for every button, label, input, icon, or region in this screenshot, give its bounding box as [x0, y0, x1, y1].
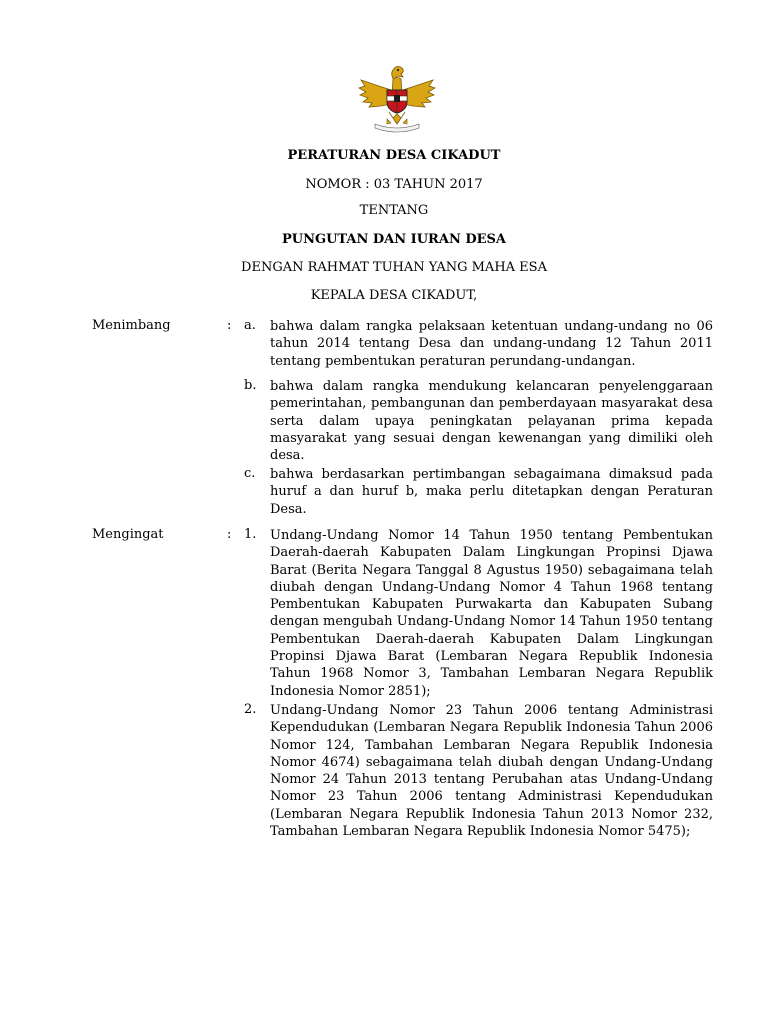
regulation-authority: KEPALA DESA CIKADUT, [310, 288, 478, 303]
regulation-preamble: DENGAN RAHMAT TUHAN YANG MAHA ESA [241, 260, 547, 275]
mengingat-mark-2: 2. [244, 702, 257, 717]
menimbang-mark-a: a. [244, 318, 256, 333]
menimbang-item-a: bahwa dalam rangka pelaksaan ketentuan undang-undang no 06 tahun 2014 tentang Desa dan undang-undang 12 Tahun 2011 tentang pembentukan peraturan perundang-undangan. [270, 319, 713, 369]
menimbang-item-c: bahwa berdasarkan pertimbangan sebagaimana dimaksud pada huruf a dan huruf b, maka perlu ditetapkan dengan Peraturan Desa. [270, 467, 713, 517]
mengingat-mark-1: 1. [244, 527, 257, 542]
mengingat-colon: : [227, 527, 232, 542]
menimbang-colon: : [227, 318, 232, 333]
mengingat-item-1: Undang-Undang Nomor 14 Tahun 1950 tentang Pembentukan Daerah-daerah Kabupaten Dalam Lingkungan Propinsi Djawa Barat (Berita Negara Tanggal 8 Agustus 1950) sebagaimana telah diubah dengan Undang-Undang Nomor 4 Tahun 1968 tentang Pembentukan Kabupaten Purwakarta dan Kabupaten Subang dengan mengubah Undang-Undang Nomor 14 Tahun 1950 tentang Pembentukan Daerah-daerah Kabupaten Dalam Lingkungan Propinsi Djawa Barat (Lembaran Negara Republik Indonesia Tahun 1968 Nomor 3, Tambahan Lembaran Negara Republik Indonesia Nomor 2851); [270, 528, 713, 699]
garuda-emblem-icon [357, 62, 437, 134]
mengingat-item-2: Undang-Undang Nomor 23 Tahun 2006 tentang Administrasi Kependudukan (Lembaran Negara Republik Indonesia Tahun 2006 Nomor 124, Tambahan Lembaran Negara Republik Indonesia Nomor 4674) sebagaimana telah diubah dengan Undang-Undang Nomor 24 Tahun 2013 tentang Perubahan atas Undang-Undang Nomor 23 Tahun 2006 tentang Administrasi Kependudukan (Lembaran Negara Republik Indonesia Tahun 2013 Nomor 232, Tambahan Lembaran Negara Republik Indonesia Nomor 5475); [270, 703, 713, 840]
mengingat-label: Mengingat [92, 527, 164, 542]
regulation-number: NOMOR : 03 TAHUN 2017 [305, 177, 483, 192]
regulation-about: TENTANG [359, 203, 429, 218]
menimbang-item-b: bahwa dalam rangka mendukung kelancaran penyelenggaraan pemerintahan, pembangunan dan pemberdayaan masyarakat desa serta dalam upaya peningkatan pelayanan prima kepada masyarakat yang sesuai dengan kewenangan yang dimiliki oleh desa. [270, 379, 713, 464]
menimbang-mark-c: c. [244, 466, 256, 481]
menimbang-mark-b: b. [244, 378, 257, 393]
regulation-subject: PUNGUTAN DAN IURAN DESA [281, 232, 507, 247]
regulation-title: PERATURAN DESA CIKADUT [287, 148, 501, 163]
menimbang-label: Menimbang [92, 318, 171, 333]
